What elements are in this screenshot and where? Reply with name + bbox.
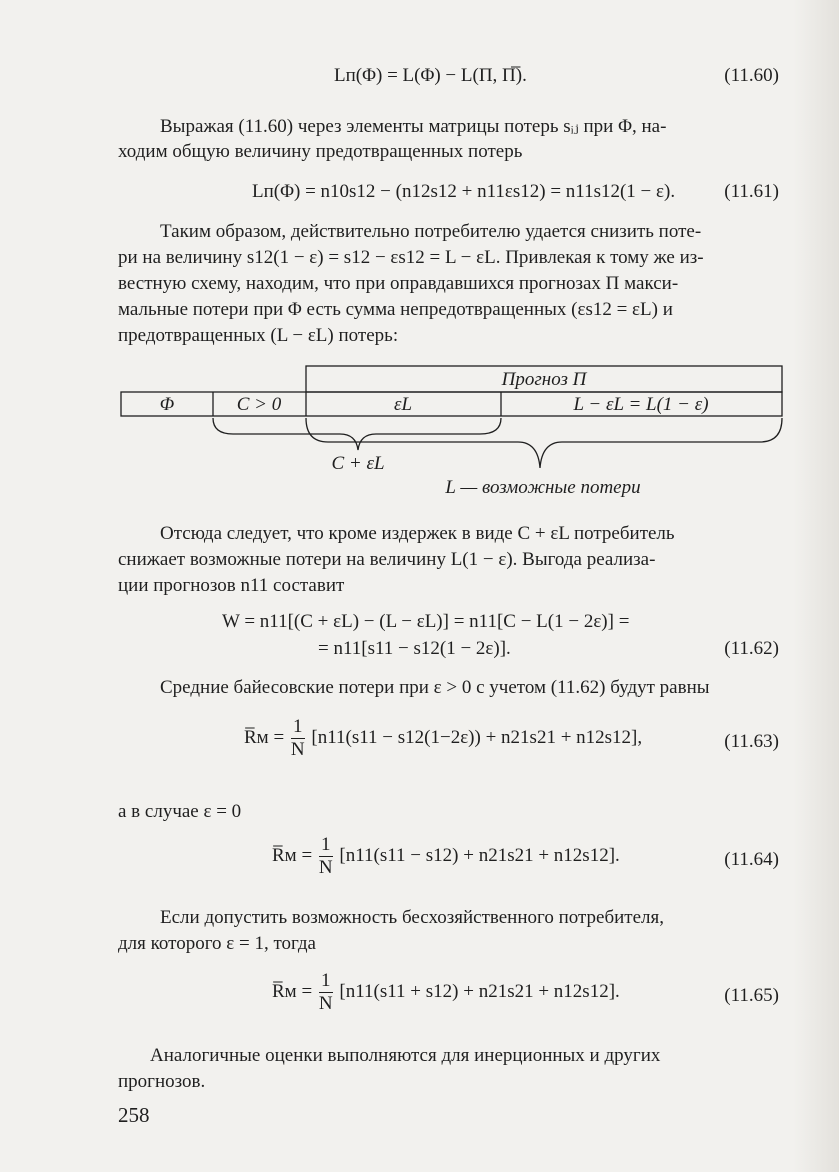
equation-lhs: R̅м = <box>272 980 313 1002</box>
fraction <box>319 834 333 879</box>
text-line: предотвращенных (L − εL) потерь: <box>118 325 399 346</box>
text-line: для которого ε = 1, тогда <box>118 933 316 954</box>
equation-lhs: R̅м = <box>244 726 285 748</box>
equation-11-61: Lп(Φ) = n10s12 − (n12s12 + n11εs12) = n11s12(1 − ε). <box>252 181 676 202</box>
brace2-label: L — возможные потери <box>445 477 641 498</box>
fraction <box>291 716 305 761</box>
equation-number: (11.63) <box>724 731 779 752</box>
equation-lhs: R̅м = <box>272 844 313 866</box>
equation-rhs: [n11(s11 + s12) + n21s21 + n12s12]. <box>339 980 620 1002</box>
text-line: Если допустить возможность бесхозяйственного потребителя, <box>160 907 665 928</box>
text-line: Средние байесовские потери при ε > 0 с учетом (11.62) будут равны <box>160 677 710 698</box>
equation-11-65 <box>272 970 620 1015</box>
fraction-numerator: 1 <box>319 834 333 857</box>
fraction <box>319 970 333 1015</box>
fraction-denominator: N <box>318 993 333 1014</box>
text-line: ходим общую величину предотвращенных потерь <box>118 141 523 162</box>
cell-el: εL <box>393 394 413 415</box>
text-line: Аналогичные оценки выполняются для инерционных и других <box>150 1045 661 1066</box>
equation-number: (11.65) <box>724 985 779 1006</box>
text-line: Выражая (11.60) через элементы матрицы потерь sᵢⱼ при Φ, на- <box>160 116 667 137</box>
equation-11-62-line2: = n11[s11 − s12(1 − 2ε)]. <box>318 638 511 659</box>
page-number: 258 <box>118 1103 150 1127</box>
text-line: ри на величину s12(1 − ε) = s12 − εs12 = L − εL. Привлекая к тому же из- <box>118 247 704 268</box>
forecast-label: Прогноз П <box>501 369 587 390</box>
equation-11-60: Lп(Φ) = L(Φ) − L(П, П̅). <box>334 65 527 86</box>
text-line: вестную схему, находим, что при оправдавшихся прогнозах П макси- <box>118 273 679 294</box>
cell-phi: Φ <box>159 394 175 415</box>
text-line: Отсюда следует, что кроме издержек в виде C + εL потребитель <box>160 523 675 544</box>
equation-11-62-line1: W = n11[(C + εL) − (L − εL)] = n11[C − L(1 − 2ε)] = <box>222 611 630 632</box>
equation-rhs: [n11(s11 − s12) + n21s21 + n12s12]. <box>339 844 620 866</box>
fraction-numerator: 1 <box>319 970 333 993</box>
text-line: прогнозов. <box>118 1071 206 1092</box>
cell-c-positive: C > 0 <box>236 394 282 415</box>
equation-11-63 <box>244 716 642 761</box>
page-edge-shadow <box>793 0 839 1172</box>
fraction-denominator: N <box>290 739 305 760</box>
equation-number: (11.64) <box>724 849 779 870</box>
text-line: ции прогнозов n11 составит <box>118 575 345 596</box>
text-line: а в случае ε = 0 <box>118 801 242 822</box>
text-line: снижает возможные потери на величину L(1 − ε). Выгода реализа- <box>118 549 656 570</box>
equation-11-64 <box>272 834 620 879</box>
brace1-label: C + εL <box>331 453 385 474</box>
fraction-numerator: 1 <box>291 716 305 739</box>
text-line: Таким образом, действительно потребителю удается снизить поте- <box>160 221 702 242</box>
cell-l-minus-el: L − εL = L(1 − ε) <box>573 394 709 415</box>
loss-diagram <box>118 362 788 502</box>
text-line: мальные потери при Φ есть сумма непредотвращенных (εs12 = εL) и <box>118 299 673 320</box>
brace-c-plus-el <box>213 418 501 450</box>
equation-number: (11.60) <box>724 65 779 86</box>
equation-number: (11.61) <box>724 181 779 202</box>
fraction-denominator: N <box>318 857 333 878</box>
equation-number: (11.62) <box>724 638 779 659</box>
equation-rhs: [n11(s11 − s12(1−2ε)) + n21s21 + n12s12], <box>311 726 643 748</box>
